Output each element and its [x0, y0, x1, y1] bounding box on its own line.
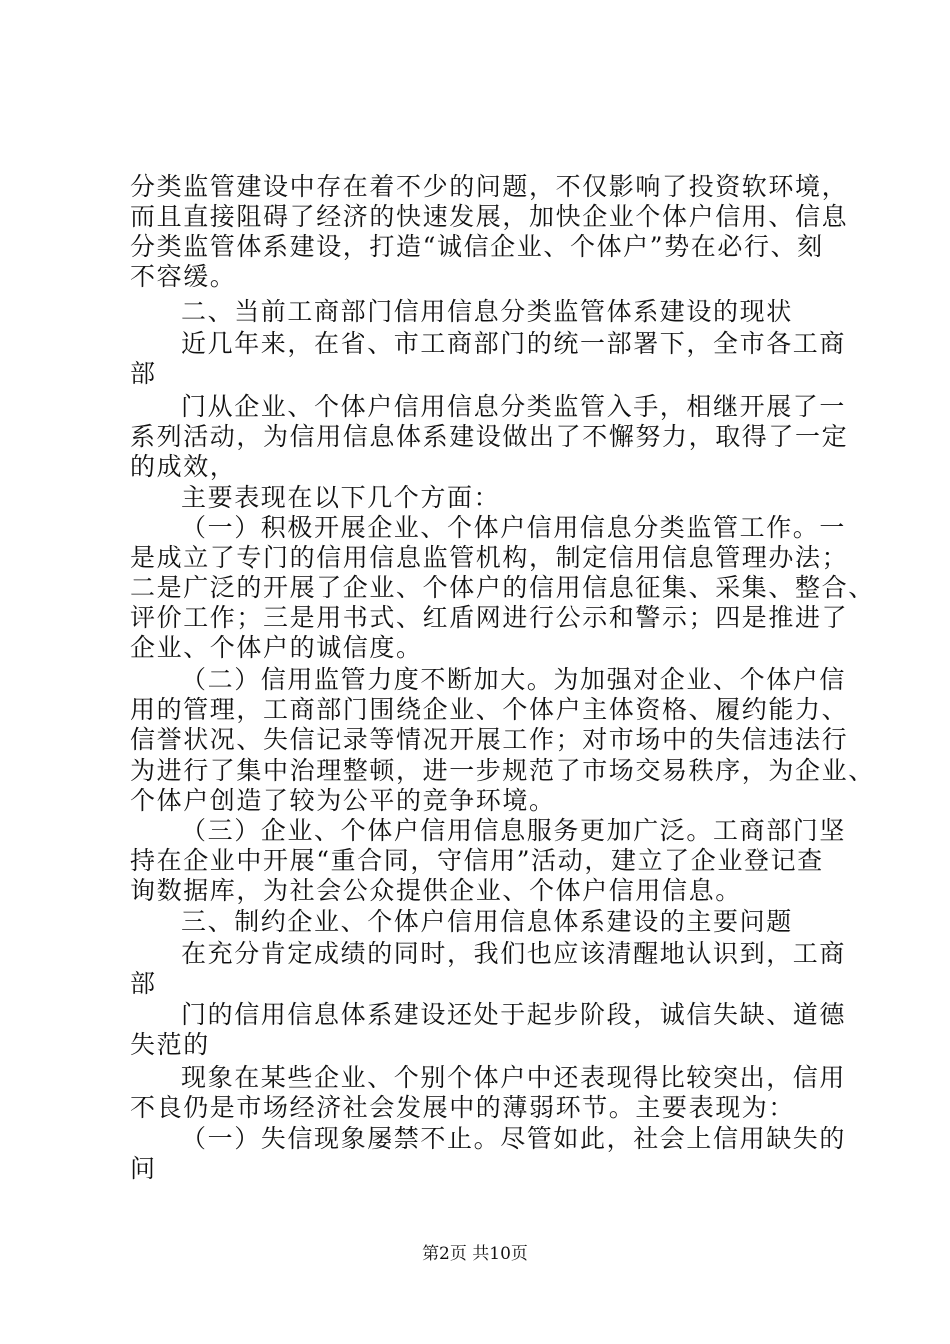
body-line: 失范的: [130, 1030, 210, 1059]
body-line: 是成立了专门的信用信息监管机构，制定信用信息管理办法；: [130, 543, 849, 572]
section-heading: 二、当前工商部门信用信息分类监管体系建设的现状: [181, 297, 793, 326]
body-line: 分类监管体系建设，打造“诚信企业、个体户”势在必行、刻: [130, 232, 824, 261]
body-line: 的成效，: [130, 452, 237, 481]
body-line: 询数据库，为社会公众提供企业、个体户信用信息。: [130, 876, 742, 905]
body-line: 分类监管建设中存在着不少的问题，不仅影响了投资软环境，: [130, 172, 849, 201]
body-line: 部: [130, 969, 157, 998]
body-line: 二是广泛的开展了企业、个体户的信用信息征集、采集、整合、: [130, 573, 875, 602]
body-line: 而且直接阻碍了经济的快速发展，加快企业个体户信用、信息: [130, 202, 849, 231]
body-line: 不容缓。: [130, 262, 237, 291]
body-line: 评价工作；三是用书式、红盾网进行公示和警示；四是推进了: [130, 603, 849, 632]
body-line: （一）失信现象屡禁不止。尽管如此，社会上信用缺失的: [181, 1124, 847, 1153]
body-line: 持在企业中开展“重合同，守信用”活动，建立了企业登记查: [130, 846, 824, 875]
body-line: （三）企业、个体户信用信息服务更加广泛。工商部门坚: [181, 816, 847, 845]
page-number-footer: 第2页 共10页: [422, 1244, 528, 1264]
body-line: 不良仍是市场经济社会发展中的薄弱环节。主要表现为：: [130, 1093, 796, 1122]
section-heading: 三、制约企业、个体户信用信息体系建设的主要问题: [181, 907, 793, 936]
body-line: 问: [130, 1154, 157, 1183]
body-line: 企业、个体户的诚信度。: [130, 633, 423, 662]
body-line: 部: [130, 359, 157, 388]
body-line: 用的管理，工商部门围绕企业、个体户主体资格、履约能力、: [130, 695, 849, 724]
body-line: 系列活动，为信用信息体系建设做出了不懈努力，取得了一定: [130, 422, 849, 451]
body-line: 主要表现在以下几个方面：: [181, 483, 501, 512]
body-line: 门的信用信息体系建设还处于起步阶段，诚信失缺、道德: [181, 1000, 847, 1029]
body-line: 为进行了集中治理整顿，进一步规范了市场交易秩序，为企业、: [130, 756, 875, 785]
body-line: 门从企业、个体户信用信息分类监管入手，相继开展了一: [181, 392, 847, 421]
body-line: （二）信用监管力度不断加大。为加强对企业、个体户信: [181, 665, 847, 694]
body-line: 个体户创造了较为公平的竞争环境。: [130, 786, 556, 815]
body-line: （一）积极开展企业、个体户信用信息分类监管工作。一: [181, 513, 847, 542]
body-line: 在充分肯定成绩的同时，我们也应该清醒地认识到，工商: [181, 939, 847, 968]
body-line: 近几年来，在省、市工商部门的统一部署下，全市各工商: [181, 329, 847, 358]
body-line: 信誉状况、失信记录等情况开展工作；对市场中的失信违法行: [130, 725, 849, 754]
body-line: 现象在某些企业、个别个体户中还表现得比较突出，信用: [181, 1063, 847, 1092]
